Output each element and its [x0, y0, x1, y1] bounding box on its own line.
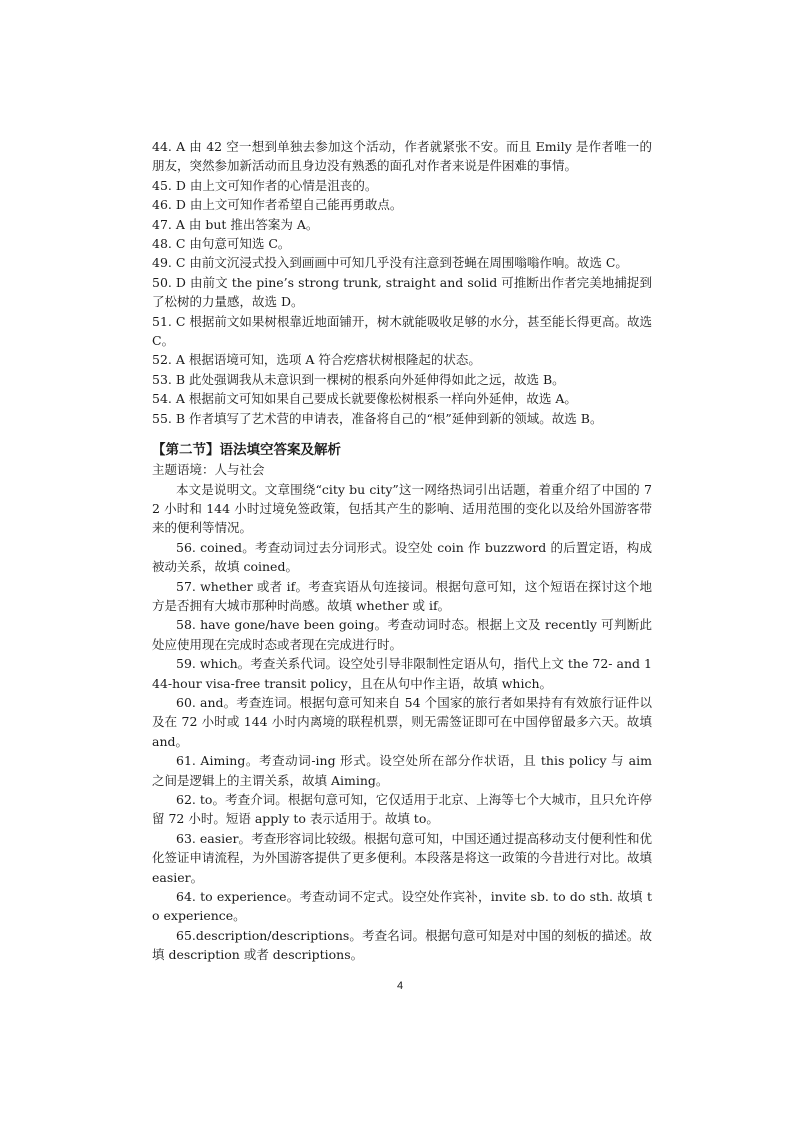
answer-item-48: 48. C 由句意可知选 C。 [152, 236, 291, 252]
answer-item-61: 61. Aiming。考查动词-ing 形式。设空处所在部分作状语，且 this policy 与 aim 之间是逻辑上的主谓关系，故填 Aiming。 [152, 753, 652, 788]
answer-item-64: 64. to experience。考查动词不定式。设空处作宾补，invite sb. to do sth. 故填 to experience。 [152, 889, 652, 924]
answer-item-59: 59. which。考查关系代词。设空处引导非限制性定语从句，指代上文 the 72- and 144-hour visa-free transit policy，且在从句中作主语，故填 which。 [152, 656, 652, 691]
answer-item-52: 52. A 根据语境可知，选项 A 符合疙瘩状树根隆起的状态。 [152, 352, 481, 368]
page-number: 4 [396, 980, 404, 992]
answer-item-62: 62. to。考查介词。根据句意可知，它仅适用于北京、上海等七个大城市，且只允许停留 72 小时。短语 apply to 表示适用于。故填 to。 [152, 792, 652, 827]
theme-context: 主题语境：人与社会 [152, 462, 265, 478]
answer-item-53: 53. B 此处强调我从未意识到一棵树的根系向外延伸得如此之远，故选 B。 [152, 371, 565, 387]
answer-item-60: 60. and。考查连词。根据句意可知来自 54 个国家的旅行者如果持有有效旅行证件以及在 72 小时或 144 小时内离境的联程机票，则无需签证即可在中国停留最多六天。故填 and。 [152, 694, 652, 749]
answer-item-55: 55. B 作者填写了艺术营的申请表，准备将自己的“根”延伸到新的领域。故选 B。 [152, 410, 603, 426]
answer-item-58: 58. have gone/have been going。考查动词时态。根据上文及 recently 可判断此处应使用现在完成时态或者现在完成进行时。 [152, 617, 652, 652]
answer-item-51: 51. C 根据前文如果树根靠近地面铺开，树木就能吸收足够的水分，甚至能长得更高。故选 C。 [152, 313, 652, 349]
passage-intro: 本文是说明文。文章围绕“city bu city”这一网络热词引出话题，着重介绍了中国的 72 小时和 144 小时过境免签政策，包括其产生的影响、适用范围的变化以及给外国游客带来的便利等情况。 [152, 481, 652, 536]
answers-part2 [152, 538, 652, 965]
answer-item-56: 56. coined。考查动词过去分词形式。设空处 coin 作 buzzword 的后置定语，构成被动关系，故填 coined。 [152, 539, 652, 575]
answer-item-57: 57. whether 或者 if。考查宾语从句连接词。根据句意可知，这个短语在探讨这个地方是否拥有大城市那种时尚感。故填 whether 或 if。 [152, 578, 652, 613]
answer-item-44: 44. A 由 42 空一想到单独去参加这个活动，作者就紧张不安。而且 Emily 是作者唯一的朋友，突然参加新活动而且身边没有熟悉的面孔对作者来说是件困难的事情。 [152, 139, 652, 174]
answer-item-47: 47. A 由 but 推出答案为 A。 [152, 216, 319, 232]
answer-item-65: 65.description/descriptions。考查名词。根据句意可知是对中国的刻板的描述。故填 description 或者 descriptions。 [152, 927, 652, 963]
answers-part1 [152, 137, 652, 428]
answer-item-45: 45. D 由上文可知作者的心情是沮丧的。 [152, 177, 378, 193]
answer-item-54: 54. A 根据前文可知如果自己要成长就要像松树根系一样向外延伸，故选 A。 [152, 391, 577, 407]
answer-item-49: 49. C 由前文沉浸式投入到画画中可知几乎没有注意到苍蝇在周围嗡嗡作响。故选 C。 [152, 255, 628, 271]
section-title: 【第二节】语法填空答案及解析 [152, 442, 341, 459]
answer-item-63: 63. easier。考查形容词比较级。根据句意可知，中国还通过提高移动支付便利性和优化签证申请流程，为外国游客提供了更多便利。本段落是将这一政策的今昔进行对比。故填 easier。 [152, 830, 653, 885]
answer-item-46: 46. D 由上文可知作者希望自己能再勇敢点。 [152, 197, 403, 213]
answer-item-50: 50. D 由前文 the pine’s strong trunk, straight and solid 可推断出作者完美地捕捉到了松树的力量感，故选 D。 [152, 274, 652, 310]
